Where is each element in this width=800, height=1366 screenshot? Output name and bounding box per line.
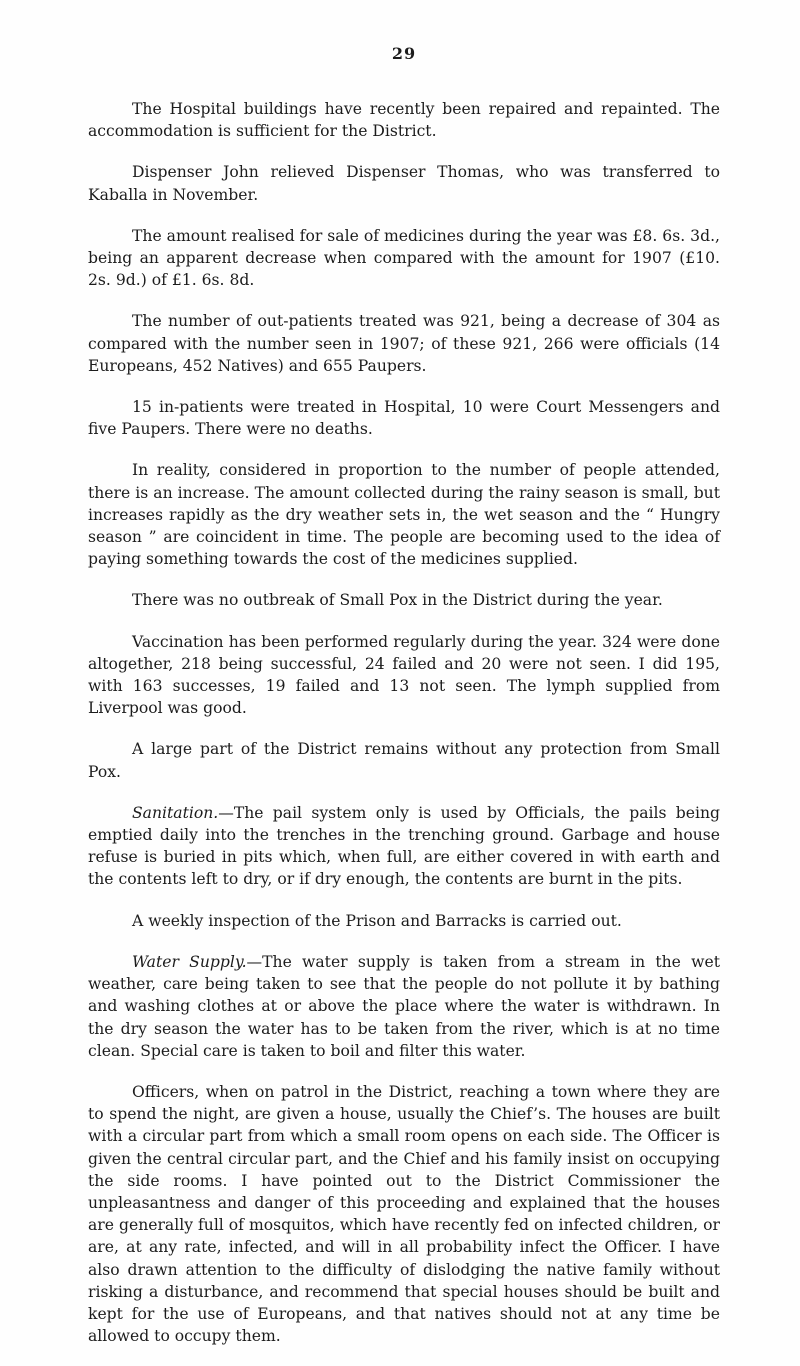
paragraph-water-supply bbox=[88, 951, 720, 1062]
page-number: 29 bbox=[391, 44, 417, 63]
paragraph-hospital-buildings: The Hospital buildings have recently been repaired and repainted. The accommodation is sufficient for the District. bbox=[88, 100, 720, 141]
paragraph-in-patients: 15 in-patients were treated in Hospital, 10 were Court Messengers and five Paupers. There were no deaths. bbox=[88, 398, 720, 439]
paragraph-increase: In reality, considered in proportion to the number of people attended, there is an increase. The amount collected during the rainy season is small, but increases rapidly as the dry weather sets in, the wet season and the “ Hungry season ” are coincident in time. The people are becoming used to the idea of paying something towards the cost of the medicines supplied. bbox=[88, 461, 720, 569]
sanitation-heading: Sanitation. bbox=[132, 803, 219, 822]
body-text bbox=[88, 98, 720, 1366]
paragraph-inspection: A weekly inspection of the Prison and Barracks is carried out. bbox=[132, 911, 622, 930]
water-supply-heading: Water Supply. bbox=[132, 952, 247, 971]
paragraph-medicine-sales: The amount realised for sale of medicines during the year was £8. 6s. 3d., being an apparent decrease when compared with the amount for 1907 (£10. 2s. 9d.) of £1. 6s. 8d. bbox=[88, 226, 720, 290]
water-supply-text: —The water supply is taken from a stream in the wet weather, care being taken to see that the people do not pollute it by bathing and washing clothes at or above the place where the water is withdrawn. In the dry season the water has to be taken from the river, which is at no time clean. Special care is taken to boil and filter this water. bbox=[88, 952, 720, 1060]
paragraph-dispenser: Dispenser John relieved Dispenser Thomas, who was transferred to Kaballa in November. bbox=[88, 163, 720, 204]
paragraph-protection: A large part of the District remains without any protection from Small Pox. bbox=[88, 740, 720, 781]
paragraph-small-pox: There was no outbreak of Small Pox in the District during the year. bbox=[132, 591, 663, 610]
paragraph-vaccination: Vaccination has been performed regularly during the year. 324 were done altogether, 218 being successful, 24 failed and 20 were not seen. I did 195, with 163 successes, 19 failed and 13 not seen. The lymph supplied from Liverpool was good. bbox=[88, 632, 720, 718]
paragraph-officers-patrol: Officers, when on patrol in the District, reaching a town where they are to spend the night, are given a house, usually the Chief’s. The houses are built with a circular part from which a small room opens on each side. The Officer is given the central circular part, and the Chief and his family insist on occupying the side rooms. I have pointed out to the District Commissioner the unpleasantness and danger of this proceeding and explained that the houses are generally full of mosquitos, which have recently fed on infected children, or are, at any rate, infected, and will in all probability infect the Officer. I have also drawn attention to the difficulty of dislodging the native family without risking a disturbance, and recommend that special houses should be built and kept for the use of Europeans, and that natives should not at any time be allowed to occupy them. bbox=[88, 1082, 720, 1346]
paragraph-sanitation bbox=[88, 802, 720, 891]
sanitation-text: —The pail system only is used by Officials, the pails being emptied daily into the trenches in the trenching ground. Garbage and house refuse is buried in pits which, when full, are either covered in with earth and the contents left to dry, or if dry enough, the contents are burnt in the pits. bbox=[88, 803, 720, 889]
paragraph-out-patients: The number of out-patients treated was 921, being a decrease of 304 as compared with the number seen in 1907; of these 921, 266 were officials (14 Europeans, 452 Natives) and 655 Paupers. bbox=[88, 312, 720, 375]
